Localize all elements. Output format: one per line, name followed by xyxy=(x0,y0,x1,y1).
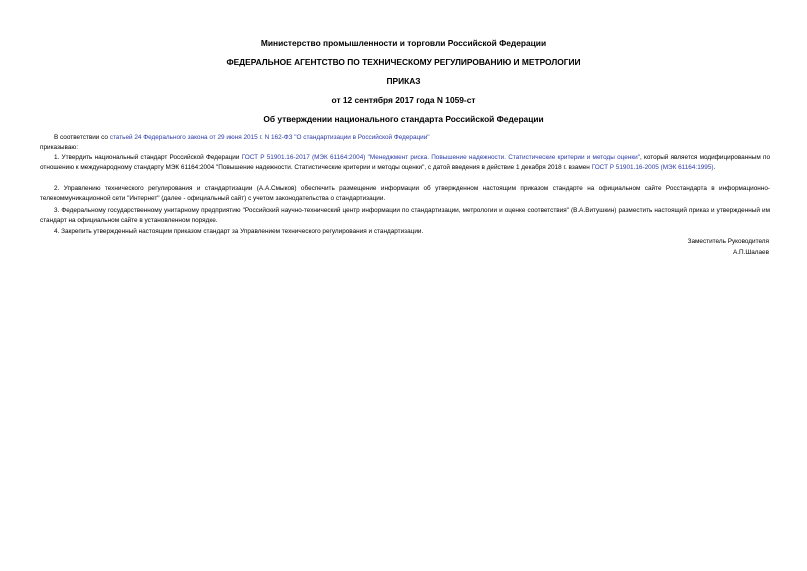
order-word: приказываю: xyxy=(40,144,78,151)
document-subject: Об утверждении национального стандарта Российской Федерации xyxy=(263,114,544,124)
standard-link[interactable]: ГОСТ Р 51901.16-2017 (МЭК 61164:2004) "Менеджмент риска. Повышение надежности. Статистические критерии и методы оценки" xyxy=(241,154,640,161)
intro-prefix: В соответствии со xyxy=(54,134,110,141)
item-3: 3. Федеральному государственному унитарному предприятию "Российский научно-технический центр информации по стандартизации, метрологии и оценке соответствия" (В.А.Витушкин) разместить настоящий приказ и утвержденный им стандарт на официальном сайте в установленном порядке. xyxy=(40,207,770,224)
item-4: 4. Закрепить утвержденный настоящим приказом стандарт за Управлением технического регулирования и стандартизации. xyxy=(54,228,424,235)
signature-position: Заместитель Руководителя xyxy=(687,238,769,245)
signature-name: А.П.Шалаев xyxy=(732,249,769,256)
item-2: 2. Управлению технического регулирования и стандартизации (А.А.Смыков) обеспечить размещение информации об утвержденном настоящим приказом стандарте на официальном сайте Росстандарта в информационно-телекоммуникационной сети "Интернет" (далее - официальный сайт) с учетом законодательства о стандартизации. xyxy=(40,185,770,202)
intro-paragraph xyxy=(40,133,770,153)
document-type: ПРИКАЗ xyxy=(386,76,421,86)
ministry-title: Министерство промышленности и торговли Российской Федерации xyxy=(260,38,547,48)
item-1-rest: , который является модифицированным по отношению к международному стандарту МЭК 61164:2004 "Повышение надежности. Статистические критерии и методы оценки", с датой введения в действие 1 декабря 2018 г. взамен xyxy=(40,154,770,171)
intro-line xyxy=(40,133,770,143)
item-1 xyxy=(40,153,770,173)
law-link[interactable]: статьей 24 Федерального закона от 29 июня 2015 г. N 162-ФЗ "О стандартизации в Российской Федерации" xyxy=(109,134,430,141)
replaced-standard-link[interactable]: ГОСТ Р 51901.16-2005 (МЭК 61164:1995) xyxy=(591,164,714,171)
item-1-prefix: 1. Утвердить национальный стандарт Российской Федерации xyxy=(54,154,242,161)
date-number: от 12 сентября 2017 года N 1059-ст xyxy=(331,95,476,105)
agency-title: ФЕДЕРАЛЬНОЕ АГЕНТСТВО ПО ТЕХНИЧЕСКОМУ РЕГУЛИРОВАНИЮ И МЕТРОЛОГИИ xyxy=(226,57,581,67)
item-1-end: . xyxy=(713,164,716,171)
